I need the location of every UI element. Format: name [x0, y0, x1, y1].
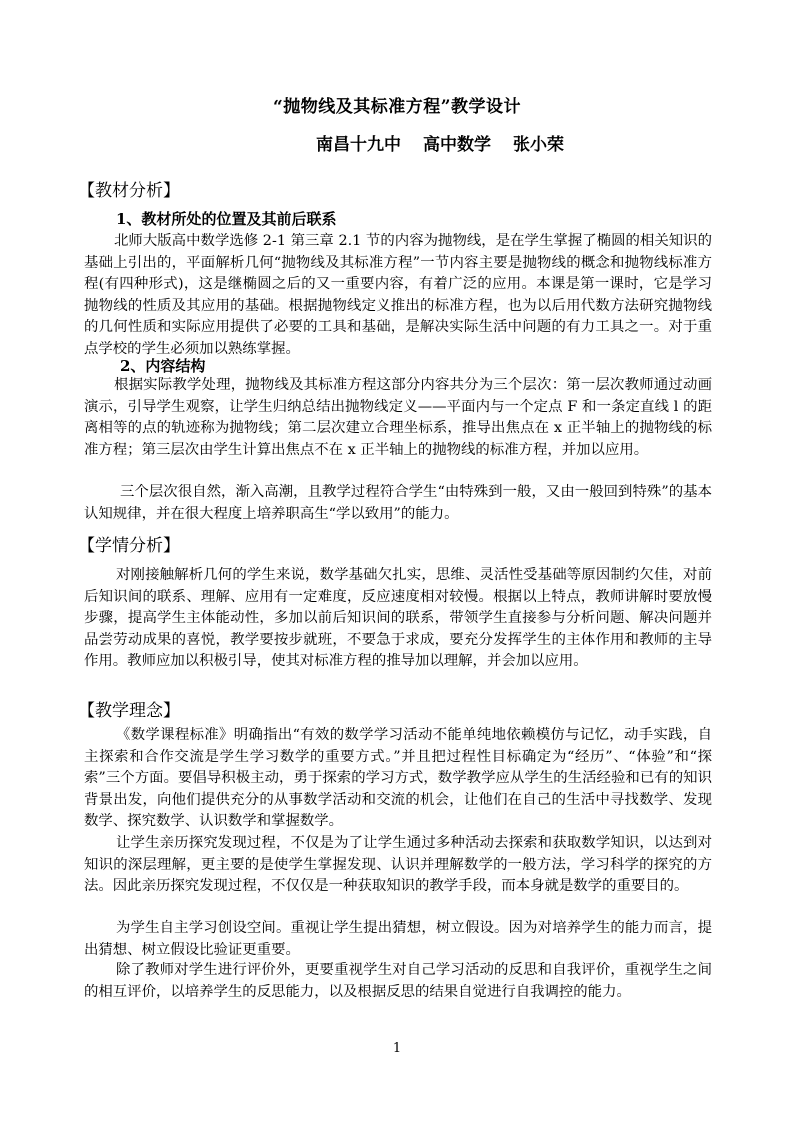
- paragraph-inquiry: 让学生亲历探究发现过程，不仅是为了让学生通过多种活动去探索和获取数学知识，以达到对知识的深层理解，更主要的是使学生掌握发现、认识并理解数学的一般方法，学习科学的探究的方法。因此亲历探究发现过程，不仅仅是一种获取知识的教学手段，而本身就是数学的重要目的。: [84, 835, 712, 894]
- paragraph-levels: 三个层次很自然，渐入高潮，且教学过程符合学生“由特殊到一般，又由一般回到特殊”的基本认知规律，并在很大程度上培养职高生“学以致用”的能力。: [84, 484, 712, 522]
- paragraph-curriculum: 《数学课程标准》明确指出“有效的数学学习活动不能单纯地依赖模仿与记忆，动手实践，自主探索和合作交流是学生学习数学的重要方式。”并且把过程性目标确定为“经历”、“体验”和“探索”三个方面。要倡导积极主动，勇于探索的学习方式，数学教学应从学生的生活经验和已有的知识背景出发，向他们提供充分的从事数学活动和交流的机会，让他们在自己的生活中寻找数学、发现数学、探究数学、认识数学和掌握数学。: [84, 727, 712, 829]
- paragraph-students: 对刚接触解析几何的学生来说，数学基础欠扎实，思维、灵活性受基础等原因制约欠佳，对前后知识间的联系、理解、应用有一定难度，反应速度相对较慢。根据以上特点，教师讲解时要放慢步骤，提高学生主体能动性，多加以前后知识间的联系，带领学生直接参与分析问题、解决问题并品尝劳动成果的喜悦，教学要按步就班，不要急于求成，要充分发挥学生的主体作用和教师的主导作用。教师应加以积极引导，使其对标准方程的推导加以理解，并会加以应用。: [84, 567, 712, 669]
- paragraph-structure: 根据实际教学处理，抛物线及其标准方程这部分内容共分为三个层次：第一层次教师通过动画演示，引导学生观察，让学生归纳总结出抛物线定义——平面内与一个定点 F 和一条定直线 l 的距离相等的点的轨迹称为抛物线；第二层次建立合理坐标系，推导出焦点在 x 正半轴上的抛物线的标准方程；第三层次由学生计算出焦点不在 x 正半轴上的抛物线的标准方程，并加以应用。: [84, 377, 712, 458]
- subheading-structure: 2、内容结构: [120, 357, 206, 375]
- subject-name: 高中数学: [423, 135, 491, 155]
- byline: [316, 130, 586, 155]
- section-heading-students: 【学情分析】: [78, 536, 180, 556]
- author-name: 张小荣: [513, 135, 564, 155]
- page-title: “抛物线及其标准方程”教学设计: [272, 97, 522, 117]
- paragraph-textbook-position: 北师大版高中数学选修 2-1 第三章 2.1 节的内容为抛物线，是在学生掌握了椭圆的相关知识的基础上引出的，平面解析几何“抛物线及其标准方程”一节内容主要是抛物线的概念和抛物线标准方程(有四种形式)，这是继椭圆之后的又一重要内容，有着广泛的应用。本课是第一课时，它是学习抛物线的性质及其应用的基础。根据抛物线定义推出的标准方程，也为以后用代数方法研究抛物线的几何性质和实际应用提供了必要的工具和基础，是解决实际生活中问题的有力工具之一。对于重点学校的学生必须加以熟练掌握。: [84, 233, 712, 357]
- paragraph-evaluation: 除了教师对学生进行评价外，更要重视学生对自己学习活动的反思和自我评价，重视学生之间的相互评价，以培养学生的反思能力，以及根据反思的结果自觉进行自我调控的能力。: [84, 962, 712, 1000]
- page-number: 1: [392, 1041, 402, 1056]
- section-heading-philosophy: 【教学理念】: [78, 701, 180, 721]
- subheading-position: 1、教材所处的位置及其前后联系: [116, 210, 337, 228]
- section-heading-textbook: 【教材分析】: [78, 181, 180, 201]
- paragraph-autonomy: 为学生自主学习创设空间。重视让学生提出猜想，树立假设。因为对培养学生的能力而言，提出猜想、树立假设比验证更重要。: [84, 920, 712, 958]
- school-name: 南昌十九中: [316, 135, 401, 155]
